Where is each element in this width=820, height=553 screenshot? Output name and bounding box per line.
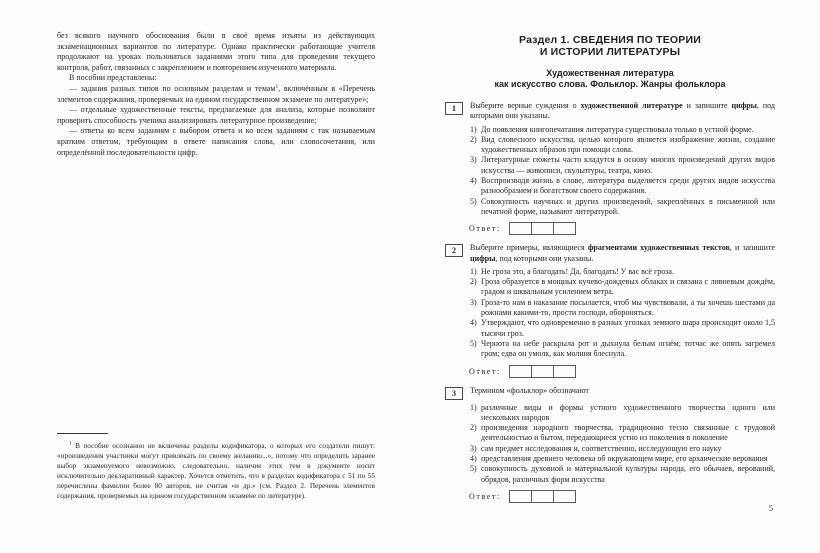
chapter-subtitle <box>445 68 775 89</box>
option-item <box>470 125 775 135</box>
answer-label: Ответ: <box>469 491 501 501</box>
paragraph <box>57 126 375 158</box>
option-text: Воспроизводя жизнь в слове, литература выделяется среди других видов искусства разнообразием и богатством своего содержания. <box>481 176 775 196</box>
option-item <box>470 454 775 464</box>
question-options <box>470 267 775 360</box>
option-number: 1) <box>470 266 477 276</box>
question-head <box>445 101 775 122</box>
option-item <box>470 197 775 218</box>
answer-cell <box>509 365 532 378</box>
option-text: различные виды и формы устного художественного творчества одного или нескольких народов <box>481 402 775 422</box>
option-item <box>470 318 775 339</box>
option-text: Литературные сюжеты часто кладутся в основу многих произведений других видов искусства — живописи, скульптуры, театра, кино. <box>481 155 775 175</box>
answer-cell <box>553 490 576 503</box>
answer-label: Ответ: <box>469 224 501 234</box>
option-item <box>470 403 775 424</box>
answer-input-boxes <box>509 365 576 378</box>
answer-cell <box>531 222 554 235</box>
answer-input-boxes <box>509 490 576 503</box>
answer-label: Ответ: <box>469 366 501 376</box>
option-item <box>470 267 775 277</box>
option-item <box>470 176 775 197</box>
question-head <box>445 243 775 264</box>
text-segment: , включённым в «Перечень элементов содержания, проверяемых на едином государственном экзамене по литературе»; <box>57 83 375 104</box>
option-number: 4) <box>470 454 477 464</box>
text-segment: , под которыми они указаны. <box>495 253 594 263</box>
option-text: Вид словесного искусства, целью которого является изображение жизни, создание художественных образов при помощи слова. <box>481 134 775 155</box>
option-text: Чернота на небе раскрыла рот и дыхнула белым огнём; тотчас же опять загремел гром; едва он умолк, как молния блеснула. <box>481 338 775 359</box>
option-item <box>470 277 775 298</box>
chapter-subtitle-line1: Художественная литература <box>546 68 674 78</box>
question-number-box: 3 <box>445 387 463 400</box>
text-segment: , и запишите <box>729 243 776 253</box>
footnote-text <box>57 441 375 501</box>
text-segment: без всякого научного обоснования были в своё время изъяты из действующих экзаменационных вариантов по литературе. Однако практически работающие учителя продолжают на уроках пользоваться заданиями этого типа для проведения текущего контроля, работ, связанных с закреплением и повторением изученного материала. <box>57 31 375 72</box>
option-item <box>470 464 775 485</box>
option-number: 1) <box>470 124 477 134</box>
question-block-3 <box>445 386 775 503</box>
option-text: сам предмет исследования и, соответственно, исследующую его науку <box>481 443 722 453</box>
option-number: 1) <box>470 402 477 412</box>
option-text: Утверждают, что одновременно в разных уголках земного шара происходит около 1,5 тысячи гроз. <box>481 318 775 338</box>
footnote-ref: 1 <box>69 440 72 447</box>
answer-row <box>469 365 775 378</box>
footnote-ref: 1 <box>275 83 279 90</box>
answer-cell <box>509 222 532 235</box>
text-segment: Выберите примеры, являющиеся <box>470 243 588 253</box>
bold-text-segment: цифры <box>731 101 757 110</box>
question-number-box: 2 <box>445 244 463 257</box>
option-text: Совокупность научных и других произведений, закреплённых в письменной или печатной форме, называют литературой. <box>481 196 775 216</box>
paragraph <box>57 73 375 84</box>
questions-list <box>445 101 775 503</box>
section-title-line1: Раздел 1. СВЕДЕНИЯ ПО ТЕОРИИ <box>519 34 701 46</box>
answer-cell <box>553 222 576 235</box>
text-segment: Выберите верные суждения о <box>470 101 581 110</box>
option-number: 3) <box>470 155 477 165</box>
option-item <box>470 423 775 444</box>
question-options <box>470 403 775 485</box>
option-item <box>470 298 775 319</box>
intro-text <box>57 31 375 158</box>
option-number: 4) <box>470 176 477 186</box>
paragraph <box>57 105 375 126</box>
question-number-box: 1 <box>445 102 463 115</box>
option-number: 5) <box>470 196 477 206</box>
option-number: 2) <box>470 423 477 433</box>
text-segment: Термином «фольклор» обозначают <box>470 385 589 395</box>
option-text: представления древнего человека об окружающем мире, его архаические верования <box>481 454 768 464</box>
page-left <box>57 31 375 546</box>
option-text: Гроза-то нам в наказание посылается, чтоб мы чувствовали, а ты хочешь шестами да рожнами какими-то, прости господи, обороняться. <box>481 297 775 318</box>
bold-text-segment: художественной литературе <box>580 101 683 110</box>
answer-row <box>469 490 775 503</box>
answer-cell <box>553 365 576 378</box>
text-segment: и запишите <box>682 101 732 110</box>
text-segment: — задания разных типов по основным разделам и темам <box>69 83 276 93</box>
question-head <box>445 386 775 400</box>
option-text: Гроза образуется в мощных кучево-дождевых облаках и связана с ливневым дождём, градом и шквальным усилением ветра. <box>481 277 775 297</box>
option-text: произведения народного творчества, традиционно тесно связанные с трудовой деятельностью и бытом, передающиеся устно из поколения в поколение <box>481 423 775 443</box>
section-title-line2: И ИСТОРИИ ЛИТЕРАТУРЫ <box>539 46 681 58</box>
question-intro <box>470 101 775 122</box>
option-number: 3) <box>470 443 477 453</box>
paragraph <box>57 84 375 105</box>
option-number: 3) <box>470 297 477 307</box>
question-intro <box>470 243 775 264</box>
option-number: 4) <box>470 318 477 328</box>
option-item <box>470 135 775 156</box>
footnote-block <box>57 433 375 509</box>
question-options <box>470 125 775 218</box>
option-number: 2) <box>470 134 477 144</box>
option-number: 5) <box>470 338 477 348</box>
answer-row <box>469 222 775 235</box>
option-text: совокупность духовной и материальной культуры народа, его обычаев, верований, обрядов, различных форм искусства <box>481 464 775 484</box>
text-segment: В пособие осознанно не включены разделы кодификатора, о которых его создатели пишут: «произведения участники могут привлекать по своему желанию...», потому что определить заранее выбор экзаменуемого невозможно, следовательно, наличие этих тем в документе носит исключительно декларативный характер. Хочется отметить, что в разделах кодификатора с 51 по 55 перечислены фамилии более 80 авторов, не считая «и др.» (см. Раздел 2. Перечень элементов содержания, проверяемых на едином государственном экзамене по литературе). <box>57 441 375 501</box>
question-block-1 <box>445 101 775 235</box>
section-title <box>445 34 775 58</box>
option-number: 5) <box>470 464 477 474</box>
option-text: Не гроза это, а благодать! Да, благодать! У вас всё гроза. <box>481 266 674 276</box>
text-segment: — ответы ко всем заданиям с выбором ответа и ко всем заданиям с так называемым кратким ответом, требующим в ответе написания слова, или словосочетания, или определённой последовательности цифр. <box>57 126 375 157</box>
chapter-subtitle-line2: как искусство слова. Фольклор. Жанры фольклора <box>494 78 726 89</box>
bold-text-segment: фрагментами художественных текстов <box>587 243 730 253</box>
question-intro <box>470 386 775 396</box>
option-item <box>470 155 775 176</box>
text-segment: — отдельные художественные тексты, предлагаемые для анализа, которые позволяют проверить способность ученика анализировать литературное произведение; <box>57 105 375 125</box>
answer-cell <box>531 490 554 503</box>
answer-cell <box>531 365 554 378</box>
answer-input-boxes <box>509 222 576 235</box>
page-number: 5 <box>768 503 773 513</box>
bold-text-segment: цифры <box>470 253 496 263</box>
footnote-separator <box>57 433 108 434</box>
option-item <box>470 339 775 360</box>
answer-cell <box>509 490 532 503</box>
option-number: 2) <box>470 277 477 287</box>
text-segment: В пособии представлены: <box>69 73 157 83</box>
question-block-2 <box>445 243 775 377</box>
option-text: До появления книгопечатания литература существовала только в устной форме. <box>481 124 754 134</box>
option-item <box>470 444 775 454</box>
text-segment: , под которыми они указаны. <box>470 101 775 121</box>
paragraph <box>57 31 375 73</box>
page-right <box>445 30 775 550</box>
